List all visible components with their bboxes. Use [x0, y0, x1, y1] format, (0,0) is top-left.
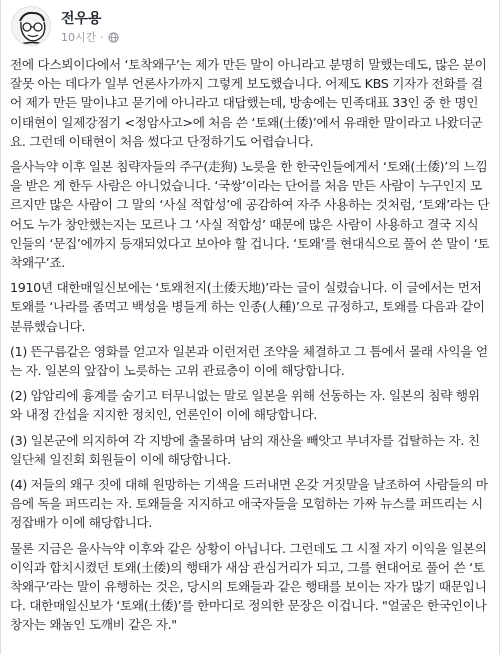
- paragraph-1: 전에 다스뵈이다에서 ‘토착왜구’는 제가 만든 말이 아니라고 분명히 말했는데도, 많은 분이 잘못 아는 데다가 일부 언론사가까지 그렇게 보도했습니다. 어제도 KBS 기자가 전화를 걸어 제가 만든 말이냐고 묻기에 아니라고 대답했는데, 방송에는 민족대표 33인 중 한 명인 이태현이 일제강점기 <정암사고>에 처음 쓴 ‘토왜(土倭)’에서 유래한 말이라고 나왔더군요. 그런데 이태현이 처음 썼다고 단정하기도 어렵습니다.: [10, 57, 487, 149]
- globe-icon[interactable]: [108, 32, 119, 43]
- paragraph-3: 1910년 대한매일신보에는 ‘토왜천지(土倭天地)’라는 글이 실렸습니다. 이 글에서는 먼저 토왜를 ‘나라를 좀먹고 백성을 병들게 하는 인종(人種)’으로 규정하고, 토왜를 다음과 같이 분류했습니다.: [10, 280, 485, 334]
- paragraph-4: (1) 뜬구름같은 영화를 얻고자 일본과 이런저런 조약을 체결하고 그 틈에서 몰래 사익을 얻는 자. 일본의 앞잡이 노릇하는 고위 관료층이 이에 해당합니다.: [10, 343, 488, 379]
- author-name[interactable]: 전우용: [61, 11, 102, 27]
- separator-dot: ·: [100, 30, 104, 44]
- post-meta: [61, 29, 119, 45]
- avatar-caricature-icon: [12, 7, 51, 46]
- paragraph-2: 을사늑약 이후 일본 침략자들의 주구(走狗) 노릇을 한 한국인들에게서 ‘토왜(土倭)’의 느낌을 받은 게 한두 사람은 아니었습니다. ‘국쌍’이라는 단어를 처음 만든 사람이 누구인지 모르지만 많은 사람이 그 말의 ‘사실 적합성’에 공감하여 자주 사용하는 것처럼, ‘토왜’라는 단어도 누가 창안했는지는 모르나 그 ‘사실 적합성’ 때문에 많은 사람이 사용하고 결국 지식인들의 ‘문집’에까지 등재되었다고 보아야 할 겁니다. ‘토왜’를 현대식으로 풀어 쓴 말이 ‘토착왜구’죠.: [10, 159, 490, 271]
- post-header: [11, 6, 491, 46]
- paragraph-6: (3) 일본군에 의지하여 각 지방에 출몰하며 남의 재산을 빼앗고 부녀자를 겁탈하는 자. 친일단체 일진회 회원들이 이에 해당합니다.: [10, 432, 480, 467]
- avatar[interactable]: [11, 6, 51, 46]
- post-time[interactable]: 10시간: [61, 31, 97, 44]
- post-body: [10, 55, 490, 641]
- paragraph-5: (2) 암암리에 흉계를 숨기고 터무니없는 말로 일본을 위해 선동하는 자. 일본의 침략 행위와 내정 간섭을 지지한 정치인, 언론인이 이에 해당합니다.: [10, 388, 480, 423]
- paragraph-8: 물론 지금은 을사늑약 이후와 같은 상황이 아닙니다. 그런데도 그 시절 자기 이익을 일본의 이익과 합치시켰던 토왜(土倭)의 행태가 새삼 관심거리가 되고, 그를 현대어로 풀어 쓴 ‘토착왜구’라는 말이 유행하는 것은, 당시의 토왜들과 같은 행태를 보이는 자가 많기 때문입니다. 대한매일신보가 ‘토왜(土倭)’를 한마디로 정의한 문장은 이겁니다. "얼굴은 한국인이나 창자는 왜놈인 도깨비 같은 자.": [10, 540, 487, 633]
- paragraph-7: (4) 저들의 왜구 짓에 대해 원망하는 기색을 드러내면 온갖 거짓말을 날조하여 사람들의 마음에 독을 퍼뜨리는 자. 토왜들을 지지하고 애국자들을 모험하는 가짜 뉴스를 퍼뜨리는 시정잡배가 이에 해당합니다.: [10, 477, 488, 531]
